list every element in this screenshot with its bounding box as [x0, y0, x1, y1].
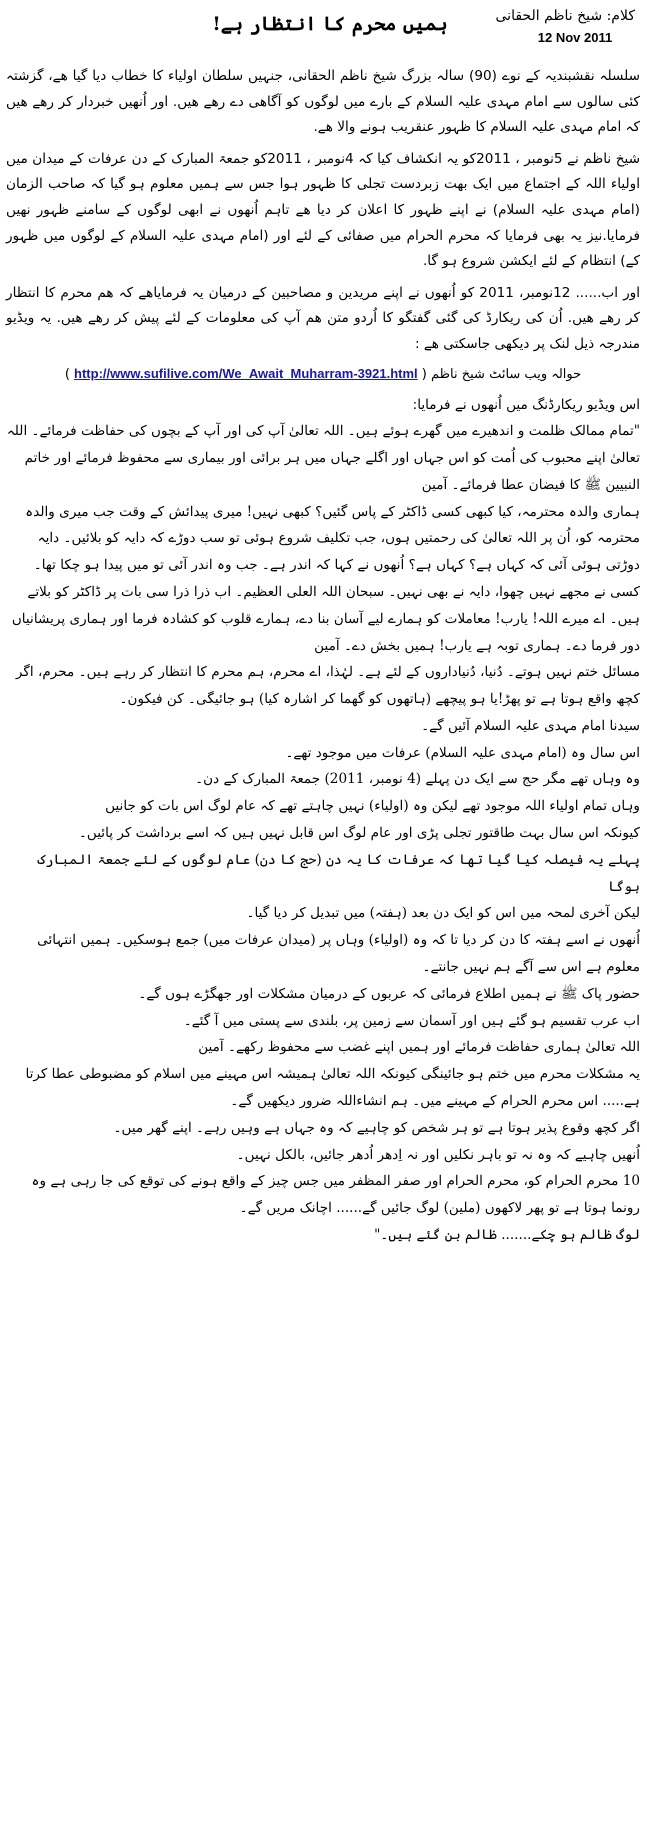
speech-paragraph: اُنھیں چاہیے کہ وہ نہ تو باہر نکلیں اور نہ اِدھر اُدھر جائیں، بالکل نہیں۔: [236, 1146, 640, 1163]
speech-paragraph: لوگ ظالم ہو چکے....... ظالم بن گئے ہیں۔": [374, 1227, 640, 1244]
speech-transcript: [6, 418, 640, 1249]
speech-paragraph: اللہ تعالیٰ ہماری حفاظت فرمائے اور ہمیں اپنے غضب سے محفوظ رکھے۔ آمین: [198, 1039, 640, 1056]
reference-label: حوالہ ویب سائٹ شیخ ناظم: [431, 366, 582, 382]
intro-paragraph-3: اور اب...... 12نومبر، 2011 کو اُنھوں نے اپنے مریدین و مصاحبین کے درمیان یہ فرمایاھے کہ ھم محرم کا انتظار کر رھے ھیں. اُن کی ریکارڈ کی گئی گفتگو کا اُردو متن ھم آپ کی معلومات کے لئے پیش کر رھے ھیں. یہ ویڈیو مندرجہ ذیل لنک پر دیکھی جاسکتی ھے :: [6, 284, 640, 352]
speech-paragraph: پہلے یہ فیصلہ کیا گیا تھا کہ عرفات کا یہ دن (حج کا دن) عام لوگوں کے لئے جمعۃ المبارک ہوگا: [37, 851, 640, 895]
reference-close-paren: ): [421, 366, 427, 382]
reference-line: [6, 364, 640, 385]
meta-block: [495, 6, 635, 48]
intro-paragraph-2: شیخ ناظم نے 5نومبر ، 2011کو یہ انکشاف کیا کہ 4نومبر ، 2011کو جمعۃ المبارک کے دن عرفات کے میدان میں اولیاء اللہ کے اجتماع میں ایک بھت زبردست تجلی کا ظہور ہوا جس سے ہمیں معلوم ہو گیا کہ صاحب الزمان (امام مہدی علیہ السلام) نے اپنے ظہور کا اعلان کر دیا ھے تاہم اُنھوں نے ابھی لوگوں کے سامنے ظہور نھیں فرمایا.نیز یہ بھی فرمایا کہ محرم الحرام میں صفائی کے لئے اور (امام مہدی علیہ السلام کے لوگوں میں ظہور کے) انتظام کے لئے ایکشن شروع ہو گا.: [6, 150, 640, 270]
intro-paragraph-1: سلسلہ نقشبندیہ کے نوے (90) سالہ بزرگ شیخ ناظم الحقانی، جنہیں سلطان اولیاء کا خطاب دیا گیا ھے، گزشتہ کئی سالوں سے امام مہدی علیہ السلام کے بارے میں لوگوں کو آگاھی دے رھے ھیں. اور اُنھیں خبردار کر رھے ھیں کہ امام مہدی علیہ السلام کا ظہور عنقریب ہونے والا ھے.: [6, 68, 640, 136]
speech-paragraph: یہ مشکلات محرم میں ختم ہو جائینگی کیونکہ اللہ تعالیٰ ہمیشہ اس مہینے میں اسلام کو مضبوطی عطا کرتا ہے..... اس محرم الحرام کے مہینے میں۔ ہم انشاءاللہ ضرور دیکھیں گے۔: [25, 1066, 640, 1110]
video-link[interactable]: http://www.sufilive.com/We_Await_Muharram-3921.html: [74, 365, 418, 381]
speech-paragraph: 10 محرم الحرام کو، محرم الحرام اور صفر المظفر میں جس چیز کے واقع ہونے کی توقع کی جا رہی ہے وہ رونما ہوتا ہے تو پھر لاکھوں (ملین) لوگ جائیں گے...... اچانک مریں گے۔: [31, 1173, 640, 1217]
speech-paragraph: سیدنا امام مہدی علیہ السلام آئیں گے۔: [421, 717, 640, 734]
date-label: 12 Nov 2011: [537, 30, 613, 45]
speech-paragraph: اُنھوں نے اسے ہفتہ کا دن کر دیا تا کہ وہ (اولیاء) وہاں پر (میدان عرفات میں) جمع ہوسکیں۔ ہمیں انتہائی معلوم ہے اس سے آگے ہم نہیں جانتے۔: [37, 932, 640, 976]
article-body: [6, 64, 640, 1249]
speech-paragraph: مسائل ختم نہیں ہوتے۔ دُنیا، دُنیاداروں کے لئے ہے۔ لہٰذا، اے محرم، ہم محرم کا انتظار کر رہے ہیں۔ محرم، اگر کچھ واقع ہوتا ہے تو پھڑ!یا ہو پیچھے (ہاتھوں کو گھما کر اشارہ کیا) ہو جائیگی۔ کن فیکون۔: [15, 664, 640, 708]
speech-paragraph: وہ وہاں تھے مگر حج سے ایک دن پہلے (4 نومبر، 2011) جمعۃ المبارک کے دن۔: [195, 771, 640, 788]
speech-paragraph: اس سال وہ (امام مہدی علیہ السلام) عرفات میں موجود تھے۔: [285, 744, 640, 761]
page-title: ہمیں محرم کا انتظار ہے!: [212, 13, 448, 35]
speech-paragraph: "تمام ممالک ظلمت و اندھیرے میں گھرے ہوئے ہیں۔ اللہ تعالیٰ آپ کی اور آپ کے بچوں کی حفاظت فرمائے۔ اللہ تعالیٰ اپنے محبوب کی اُمت کو اس جہاں اور اگلے جہاں میں ہر برائی اور بیماری سے محفوظ فرمائے اور خاتم النبیین ﷺ کا فیضان عطا فرمائے۔ آمین: [6, 423, 640, 493]
speech-paragraph: کیونکہ اس سال بہت طاقتور تجلی پڑی اور عام لوگ اس قابل نہیں ہیں کہ اسے برداشت کر پائیں۔: [78, 825, 640, 842]
author-credit: کلام: شیخ ناظم الحقانی: [495, 8, 635, 24]
speech-paragraph: لیکن آخری لمحہ میں اس کو ایک دن بعد (ہفتہ) میں تبدیل کر دیا گیا۔: [246, 905, 640, 922]
speech-paragraph: اگر کچھ وقوع پذیر ہوتا ہے تو ہر شخص کو چاہیے کہ وہ جہاں ہے وہیں رہے۔ اپنے گھر میں۔: [113, 1119, 640, 1136]
header: [0, 0, 647, 60]
speech-paragraph: وہاں تمام اولیاء اللہ موجود تھے لیکن وہ (اولیاء) نہیں چاہتے تھے کہ عام لوگ اس بات کو جانیں: [105, 798, 640, 815]
speech-paragraph: اب عرب تقسیم ہو گئے ہیں اور آسمان سے زمین پر، بلندی سے پستی میں آ گئے۔: [183, 1012, 640, 1029]
intro-paragraph-4: اس ویڈیو ریکارڈنگ میں اُنھوں نے فرمایا:: [412, 396, 640, 413]
reference-open-paren: (: [64, 366, 70, 382]
speech-paragraph: ہماری والدہ محترمہ، کیا کبھی کسی ڈاکٹر کے پاس گئیں؟ کبھی نہیں! میری پیدائش کے وقت جب میری والدہ محترمہ کو، اُن پر اللہ تعالیٰ کی رحمتیں ہوں، جب تکلیف شروع ہوئی تو سب دوڑے کہ دایہ کو بلائیں۔ دایہ دوڑتی ہوئی آئی کہ کہاں ہے؟ کہاں ہے؟ اُنھوں نے کہا کہ اندر ہے۔ جب وہ اندر آئی تو میں پیدا ہو چکا تھا۔ کسی نے مجھے نہیں چھوا، دایہ نے بھی نہیں۔ سبحان اللہ العلی العظیم۔ اب ذرا ذرا سی بات پر ڈاکٹر کو بلاتے ہیں۔ اے میرے اللہ! یارب! معاملات کو ہمارے لیے آسان بنا دے، ہمارے قلوب کو کشادہ فرما اور ہماری پریشانیاں دور فرما دے۔ ہماری توبہ ہے یارب! ہمیں بخش دے۔ آمین: [11, 503, 640, 654]
speech-paragraph: حضور پاک ﷺ نے ہمیں اطلاع فرمائی کہ عربوں کے درمیان مشکلات اور جھگڑے ہوں گے۔: [138, 985, 640, 1002]
